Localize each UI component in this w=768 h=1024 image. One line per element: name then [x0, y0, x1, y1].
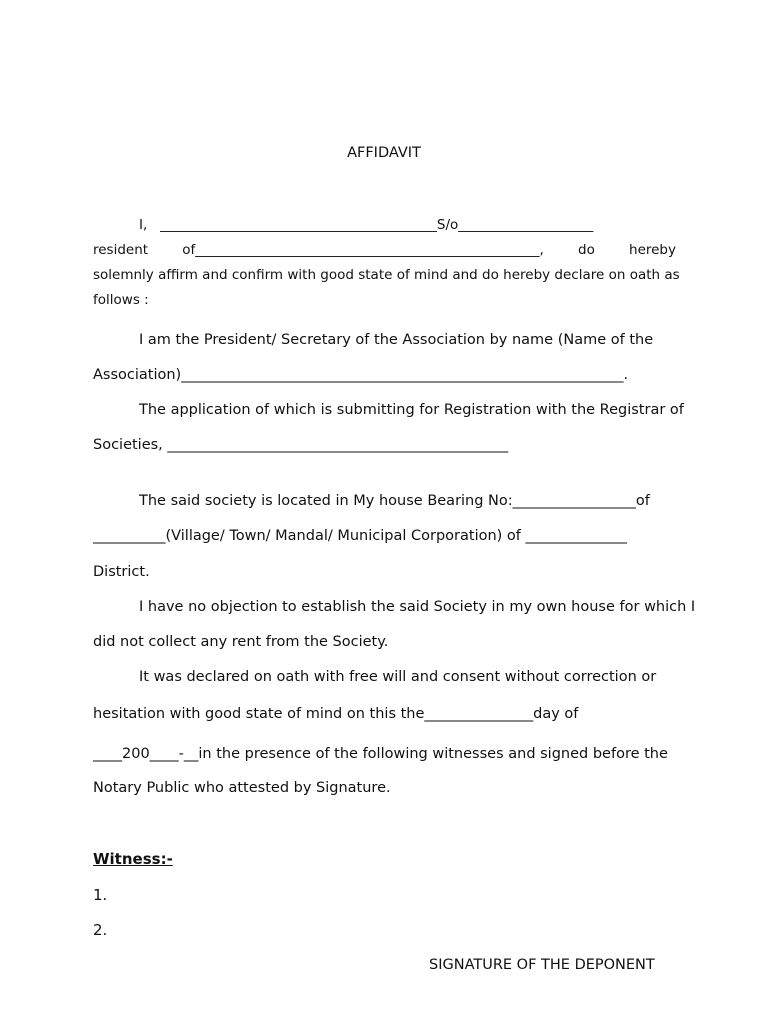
witness-heading: Witness:- — [93, 850, 173, 868]
follows-line: follows : — [93, 292, 149, 308]
association-role-line: I am the President/ Secretary of the Association by name (Name of the — [139, 332, 654, 348]
residence-line: resident of___________________________________________________, do hereby — [93, 242, 676, 258]
society-location-line: The said society is located in My house Bearing No:_________________of — [139, 493, 650, 509]
affirmation-line: solemnly affirm and confirm with good state of mind and do hereby declare on oath as — [93, 267, 680, 283]
witness-item-1: 1. — [93, 886, 108, 904]
deponent-name-line: I, _________________________________________S/o____________________ — [139, 217, 594, 233]
village-town-line: __________(Village/ Town/ Mandal/ Municipal Corporation) of ______________ — [93, 528, 628, 544]
notary-line: Notary Public who attested by Signature. — [93, 780, 391, 796]
no-rent-line: did not collect any rent from the Society. — [93, 634, 389, 650]
year-witnesses-line: ____200____-__in the presence of the following witnesses and signed before the — [93, 746, 668, 762]
district-line: District. — [93, 564, 150, 580]
registrar-societies-line: Societies, _______________________________________________ — [93, 437, 509, 453]
witness-item-2: 2. — [93, 921, 108, 939]
association-name-line: Association)_____________________________________________________________. — [93, 367, 629, 383]
declared-on-oath-line: It was declared on oath with free will and consent without correction or — [139, 669, 657, 685]
application-line: The application of which is submitting for Registration with the Registrar of — [139, 402, 684, 418]
no-objection-line: I have no objection to establish the said Society in my own house for which I — [139, 599, 696, 615]
signature-label: SIGNATURE OF THE DEPONENT — [429, 957, 655, 973]
date-day-line: hesitation with good state of mind on this the_______________day of — [93, 706, 579, 722]
document-title: AFFIDAVIT — [347, 145, 421, 161]
